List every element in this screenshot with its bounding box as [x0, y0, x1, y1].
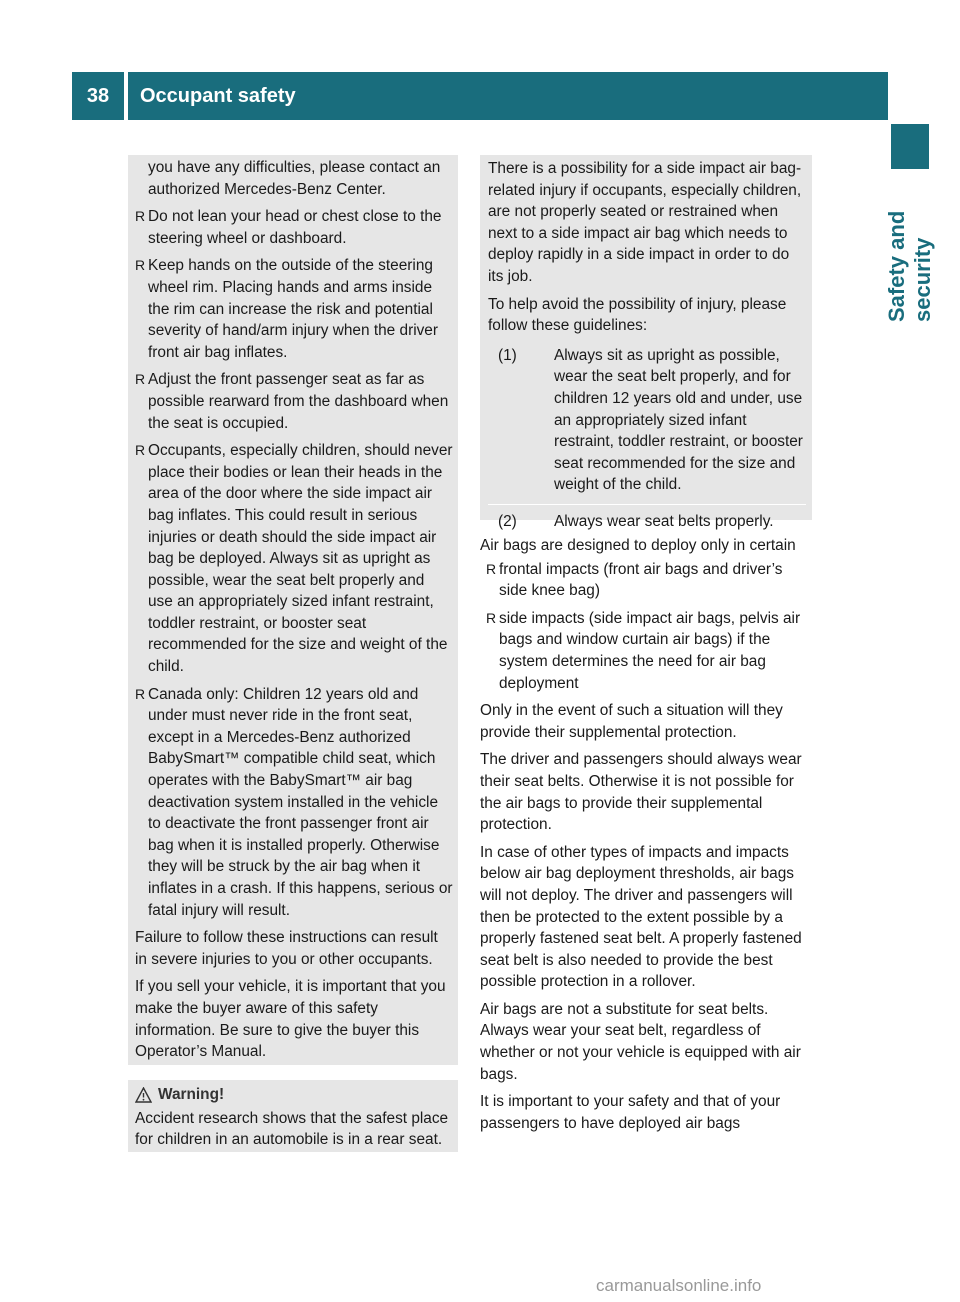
page-number: 38 [72, 72, 124, 120]
warning-header [135, 1084, 453, 1106]
paragraph: The driver and passengers should always wear their seat belts. Otherwise it is not possible for the air bags to provide their supplemental protection. [480, 751, 802, 834]
list-item: R frontal impacts (front air bags and driver’s side knee bag) [486, 559, 814, 602]
continued-text: you have any difficulties, please contact an authorized Mercedes-Benz Center. [148, 159, 441, 198]
impact-bullet-list [486, 559, 814, 695]
warning-triangle-icon [135, 1087, 152, 1103]
body-text-column [480, 535, 814, 1140]
safety-bullet-list [135, 206, 453, 921]
paragraph: If you sell your vehicle, it is important that you make the buyer aware of this safety information. Be sure to give the buyer this Operator’s Manual. [135, 978, 446, 1061]
safety-notes-panel [128, 155, 458, 1065]
list-item: R Canada only: Children 12 years old and under must never ride in the front seat, except in a Mercedes-Benz authorized BabySmart™ compatible child seat, which operates with the BabySmart™ air bag deactivation system installed in the vehicle to deactivate the front passenger front air bag when it is installed properly. Otherwise they will be struck by the air bag when it inflates in a crash. If this happens, serious or fatal injury will result. [135, 684, 453, 922]
section-marker [891, 124, 929, 169]
list-item: R Do not lean your head or chest close to the steering wheel or dashboard. [135, 206, 453, 249]
guidelines-list [488, 345, 806, 533]
list-item: R Adjust the front passenger seat as far as possible rearward from the dashboard when the seat is occupied. [135, 369, 453, 434]
table-row [488, 504, 806, 532]
page-title [128, 72, 888, 120]
item-number: (1) [488, 345, 554, 505]
list-item: R Keep hands on the outside of the steering wheel rim. Placing hands and arms inside the rim can increase the risk and potential severity of hand/arm injury when the driver front air bag inflates. [135, 255, 453, 363]
table-row [488, 345, 806, 505]
page-title-text: Occupant safety [140, 84, 296, 107]
paragraph: It is important to your safety and that of your passengers to have deployed air bags [480, 1093, 781, 1132]
list-item: R side impacts (side impact air bags, pelvis air bags and window curtain air bags) if the system determines the need for air bag deployment [486, 608, 814, 694]
warning-text: Accident research shows that the safest place for children in an automobile is in a rear seat. [135, 1109, 449, 1149]
warning-label: Warning! [158, 1086, 225, 1103]
item-number: (2) [498, 512, 517, 530]
section-label: Safety and security [884, 210, 935, 322]
list-item: R Occupants, especially children, should never place their bodies or lean their heads in the area of the door where the side impact air bag inflates. This could result in serious injuries or death should the side impact air bag be deployed. Always sit as upright as possible, wear the seat belt properly and use an appropriately sized infant restraint, toddler restraint, or booster seat recommended for the size and weight of the child. [135, 440, 453, 678]
paragraph: In case of other types of impacts and impacts below air bag deployment thresholds, air bags will not deploy. The driver and passengers will then be protected to the extent possible by a properly fastened seat belt. A properly fastened seat belt is also needed to provide the best possible protection in a rollover. [480, 843, 802, 991]
paragraph: Air bags are designed to deploy only in certain [480, 537, 796, 554]
paragraph: There is a possibility for a side impact air bag-related injury if occupants, especially children, are not properly seated or restrained when next to a side impact air bag which needs to deploy rapidly in a side impact in order to do its job. [488, 160, 802, 285]
item-text: Always wear seat belts properly. [554, 512, 774, 530]
paragraph: Only in the event of such a situation will they provide their supplemental protection. [480, 702, 783, 741]
paragraph: Air bags are not a substitute for seat belts. Always wear your seat belt, regardless of whether or not your vehicle is equipped with air bags. [480, 1000, 801, 1083]
paragraph: To help avoid the possibility of injury, please follow these guidelines: [488, 295, 787, 335]
side-airbag-panel [480, 155, 812, 530]
paragraph: Failure to follow these instructions can result in severe injuries to you or other occupants. [135, 929, 438, 968]
item-text: Always sit as upright as possible, wear the seat belt properly, and for children 12 years old and under, use an appropriately sized infant restraint, toddler restraint, or booster seat recommended for the size and weight of the child. [554, 345, 806, 505]
watermark: carmanualsonline.info [596, 1276, 762, 1295]
warning-panel [128, 1080, 458, 1152]
